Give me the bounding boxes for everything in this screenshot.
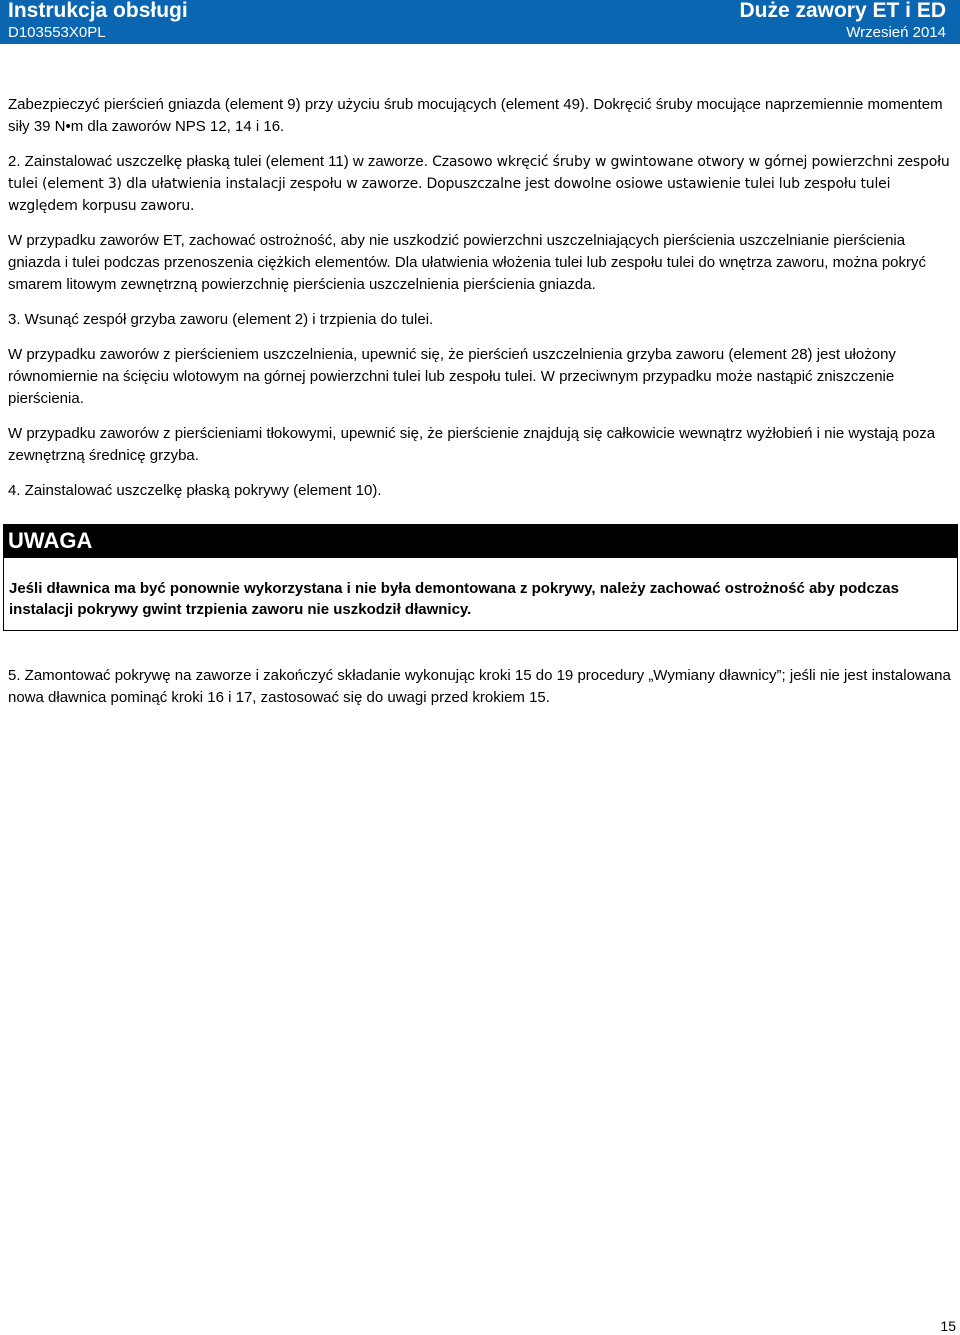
manual-title: Instrukcja obsługi: [8, 0, 188, 22]
page-header: [0, 0, 960, 44]
document-code: D103553X0PL: [8, 24, 106, 41]
step-2-detail: Czasowo wkręcić śruby w gwintowane otwory w górnej powierzchni zespołu tulei (element 3) dla ułatwienia instalacji zespołu w zaworze.: [8, 154, 950, 192]
paragraph-et-caution: [8, 230, 954, 296]
et-caution-text: , zachować ostrożność, aby nie uszkodzić powierzchni uszczelniających pierścienia uszczelnianie pierścienia gniazda i tulei podczas przenoszenia ciężkich elementów.: [8, 232, 906, 271]
et-caution-lead: W przypadku zaworów ET: [8, 232, 181, 249]
page-number: 15: [940, 1318, 956, 1334]
paragraph-step-2: [8, 151, 954, 217]
paragraph-step-4: 4. Zainstalować uszczelkę płaską pokrywy (element 10).: [8, 482, 382, 499]
notice-text: Jeśli dławnica ma być ponownie wykorzystana i nie była demontowana z pokrywy, należy zachować ostrożność aby podczas instalacji pokrywy gwint trzpienia zaworu nie uszkodził dławnicy.: [3, 558, 958, 631]
paragraph-step-3: 3. Wsunąć zespół grzyba zaworu (element 2) i trzpienia do tulei.: [8, 311, 434, 328]
paragraph-seal-ring: W przypadku zaworów z pierścieniem uszczelnienia, upewnić się, że pierścień uszczelnienia grzyba zaworu (element 28) jest ułożony równomiernie na ścięciu wlotowym na górnej powierzchni tulei lub zespołu tulei. W przeciwnym przypadku może nastąpić zniszczenie pierścienia.: [8, 346, 896, 407]
paragraph-step-5: 5. Zamontować pokrywę na zaworze i zakończyć składanie wykonując kroki 15 do 19 procedury „Wymiany dławnicy”; jeśli nie jest instalowana nowa dławnica pominąć kroki 16 i 17, zastosować się do uwagi przed krokiem 15.: [8, 667, 951, 706]
step-2-lead: 2. Zainstalować uszczelkę płaską tulei (element 11) w zaworze.: [8, 153, 428, 170]
publication-date: Wrzesień 2014: [846, 24, 946, 41]
et-caution-lubricant: Dla ułatwienia włożenia tulei lub zespołu tulei do wnętrza zaworu, można pokryć smarem litowym zewnętrzną powierzchnię pierścienia uszczelnienia pierścienia gniazda.: [8, 254, 927, 293]
page-content: [8, 94, 954, 722]
paragraph-piston-rings: W przypadku zaworów z pierścieniami tłokowymi, upewnić się, że pierścienie znajdują się całkowicie wewnątrz wyżłobień i nie wystają poza zewnętrzną średnicę grzyba.: [8, 425, 936, 464]
product-name: Duże zawory ET i ED: [739, 0, 946, 22]
step-2-orientation: Dopuszczalne jest dowolne osiowe ustawienie tulei lub zespołu tulei względem korpusu zaworu.: [8, 176, 891, 214]
paragraph-seat-ring: Zabezpieczyć pierścień gniazda (element 9) przy użyciu śrub mocujących (element 49). Dokręcić śruby mocujące naprzemiennie momentem siły 39 N•m dla zaworów NPS 12, 14 i 16.: [8, 96, 943, 135]
notice-heading: UWAGA: [3, 524, 958, 558]
